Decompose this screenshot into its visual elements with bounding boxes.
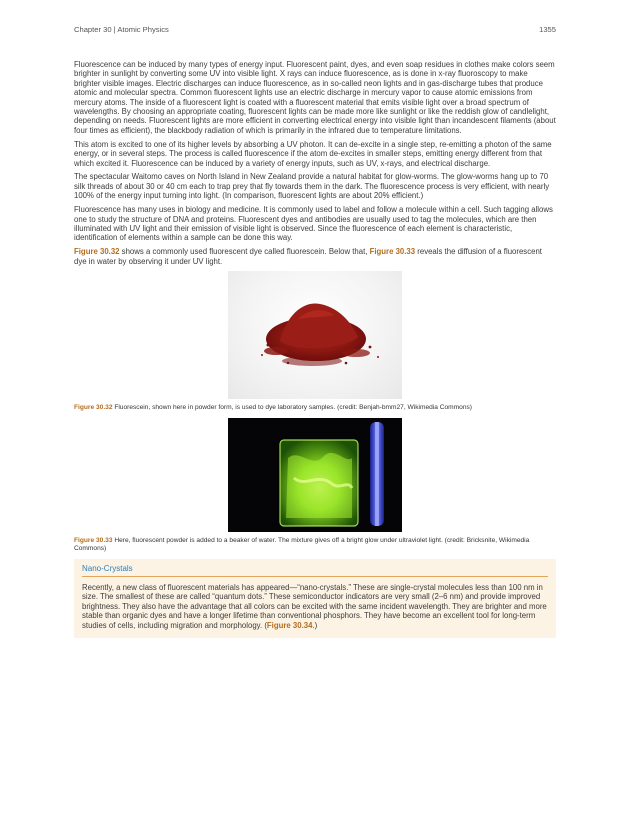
figure-30-33-caption bbox=[74, 537, 556, 553]
page-header bbox=[74, 25, 556, 37]
nano-crystals-tail: .) bbox=[312, 621, 318, 630]
powder-speck bbox=[377, 356, 379, 358]
paragraph-biology-uses: Fluorescence has many uses in biology and medicine. It is commonly used to label and follow a molecule within a cell. Such tagging allows one to study the structure of DNA and proteins. Fluorescent dyes and antibodies are usually used to tag the molecules, which are then illuminated with UV light and their emission of visible light is observed. Since the fluorescence of each element is characteristic, identification of elements within a sample can be done this way. bbox=[74, 205, 553, 243]
powder-spill-right bbox=[342, 349, 370, 357]
fluorescent-beaker-photo bbox=[228, 418, 402, 532]
nano-crystals-text bbox=[82, 583, 548, 631]
figure-intro-text-2: reveals the diffusion of a fluorescent dye in water by observing it under UV light. bbox=[74, 247, 542, 266]
powder-speck bbox=[267, 343, 270, 346]
figure-30-32-caption-text: Fluorescein, shown here in powder form, is used to dye laboratory samples. (credit: Benjah-bmm27, Wikimedia Commons) bbox=[112, 403, 472, 411]
paragraph-waitomo-caves: The spectacular Waitomo caves on North Island in New Zealand provide a natural habitat for glow-worms. The glow-worms hang up to 70 silk threads of about 30 or 40 cm each to trap prey that fly towards them in the dark. The fluorescence process is very efficient, with nearly 100% of the energy input turning into light. (In comparison, fluorescent lights are about 20% efficient.) bbox=[74, 172, 550, 201]
paragraph-fluorescence-inputs: Fluorescence can be induced by many types of energy input. Fluorescent paint, dyes, and even soap residues in clothes make colors seem brighter in sunlight by converting some UV into visible light. X rays can induce fluorescence, as is done in x-ray fluoroscopy to make brighter visible images. Electric discharges can induce fluorescence, as in so-called neon lights and in gas-discharge tubes that produce atomic and molecular spectra. Common fluorescent lights use an electric discharge in mercury vapor to cause atomic emissions from mercury atoms. The inside of a fluorescent light is coated with a fluorescent material that emits visible light over a broad spectrum of wavelengths. By choosing an appropriate coating, fluorescent lights can be made more like sunlight or like the reddish glow of candlelight, depending on needs. Fluorescent lights are more efficient in converting electrical energy into visible light than incandescent filaments (about four times as efficient), the blackbody radiation of which is primarily in the infrared due to temperature limitations. bbox=[74, 60, 556, 135]
uv-lamp-highlight bbox=[375, 422, 379, 526]
figure-30-33-caption-text: Here, fluorescent powder is added to a beaker of water. The mixture gives off a bright glow under ultraviolet light. (credit: Bricksnite, Wikimedia Commons) bbox=[74, 536, 530, 552]
powder-spill-front bbox=[282, 356, 342, 366]
figure-30-32-caption bbox=[74, 404, 556, 412]
powder-speck bbox=[261, 354, 263, 356]
figure-30-33-link[interactable]: Figure 30.33 bbox=[369, 247, 416, 257]
page-content bbox=[74, 60, 556, 638]
nano-crystals-box bbox=[74, 559, 556, 638]
fluorescein-powder-photo bbox=[228, 271, 402, 399]
powder-speck bbox=[345, 361, 348, 364]
nano-crystals-title: Nano-Crystals bbox=[82, 564, 548, 577]
paragraph-atom-excitation: This atom is excited to one of its higher levels by absorbing a UV photon. It can de-excite in a single step, re-emitting a photon of the same energy, or in several steps. The process is called fluorescence if the atom de-excites in smaller steps, emitting energy different from that which excited it. Fluorescence can be induced by a variety of energy inputs, such as UV, x-rays, and electrical discharge. bbox=[74, 139, 552, 168]
powder-spill-left bbox=[264, 347, 288, 355]
powder-speck bbox=[287, 361, 289, 363]
nano-crystals-body: Recently, a new class of fluorescent materials has appeared—“nano-crystals.” These are single-crystal molecules less than 100 nm in size. The smallest of these are called “quantum dots.” These semiconductor indicators are very small (2–6 nm) and provide improved brightness. They also have the advantage that all colors can be excited with the same incident wavelength. They are brighter and more stable than organic dyes and have a longer lifetime than conventional phosphors. They have become an excellent tool for long-term studies of cells, including migration and morphology. ( bbox=[82, 582, 547, 630]
figure-30-33 bbox=[74, 418, 556, 553]
page-number: 1355 bbox=[539, 25, 556, 34]
figure-30-34-link[interactable]: Figure 30.34 bbox=[266, 621, 313, 630]
powder-speck bbox=[369, 345, 372, 348]
figure-30-32-label: Figure 30.32 bbox=[74, 403, 113, 411]
powder-pile-image bbox=[228, 271, 402, 399]
paragraph-figure-intro bbox=[74, 247, 556, 266]
figure-30-33-label: Figure 30.33 bbox=[74, 536, 113, 544]
figure-30-32 bbox=[74, 271, 556, 412]
figure-intro-text-1: shows a commonly used fluorescent dye called fluorescein. Below that, bbox=[119, 247, 370, 257]
beaker-glow-image bbox=[228, 418, 402, 532]
chapter-title: Chapter 30 | Atomic Physics bbox=[74, 25, 169, 34]
figure-30-32-link[interactable]: Figure 30.32 bbox=[74, 247, 120, 257]
